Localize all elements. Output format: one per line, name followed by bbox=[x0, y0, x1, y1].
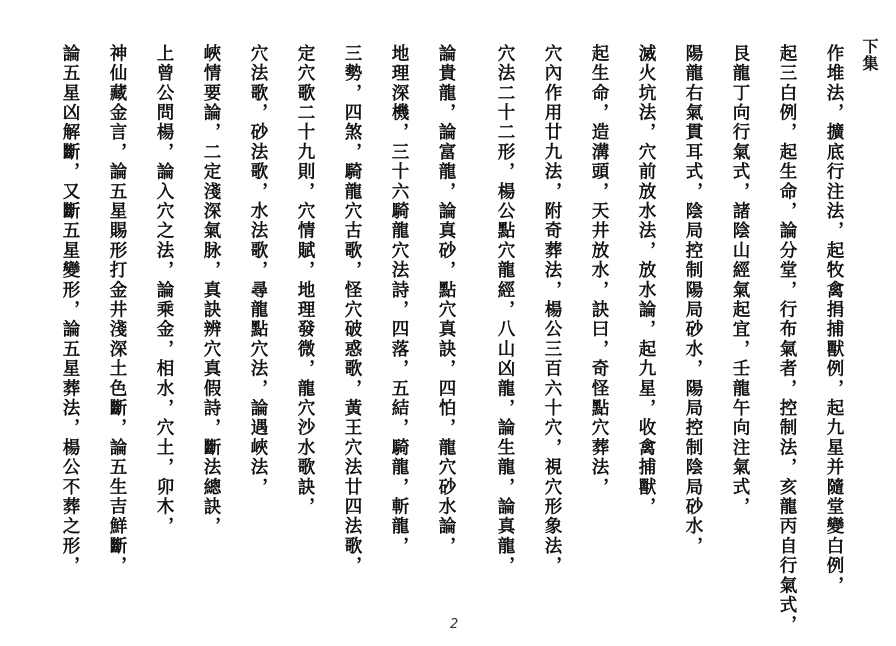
toc-column-16: 神仙藏金言，論五星賜形打金井淺深土色斷，論五生吉鮮斷， bbox=[107, 44, 127, 576]
toc-column-9: 論貴龍，論富龍，論真砂，點穴真訣，四怕，龍穴砂水論， bbox=[436, 44, 456, 557]
toc-column-14: 峽情要論，二定淺深氣脉，真訣辨穴真假詩，斷法總訣， bbox=[201, 44, 221, 537]
toc-column-4: 陽龍右氣貫耳式，陰局控制陽局砂水，陽局控制陰局砂水， bbox=[683, 44, 703, 557]
toc-column-11: 三勢，四煞，騎龍穴古歌，怪穴破惑歌，黃王穴法廿四法歌， bbox=[342, 44, 362, 576]
toc-column-7: 穴內作用廿九法，附奇葬法，楊公三百六十穴，視穴形象法， bbox=[542, 44, 562, 576]
toc-column-13: 穴法歌，砂法歌，水法歌，尋龍點穴法，論遇峽法， bbox=[248, 44, 268, 498]
toc-column-17: 論五星凶解斷，又斷五星變形，論五星葬法，楊公不葬之形， bbox=[60, 44, 80, 576]
toc-column-8: 穴法二十二形，楊公點穴龍經，八山凶龍，論生龍，論真龍， bbox=[495, 44, 515, 576]
toc-column-3: 艮龍丁向行氣式，諸陰山經氣起宜，壬龍午向注氣式， bbox=[730, 44, 750, 517]
toc-column-10: 地理深機，三十六騎龍穴法詩，四落，五結，騎龍，斬龍， bbox=[389, 44, 409, 557]
toc-column-15: 上曾公問楊，論入穴之法，論乘金，相水，穴土，卯木， bbox=[154, 44, 174, 537]
toc-column-2: 起三白例，起生命，論分堂，行布氣者，控制法，亥龍丙自行氣式， bbox=[777, 44, 797, 635]
toc-column-12: 定穴歌二十九則，穴情賦，地理發微，龍穴沙水歌訣， bbox=[295, 44, 315, 517]
page-number: 2 bbox=[450, 617, 459, 632]
toc-column-6: 起生命，造溝頭，天井放水，訣曰，奇怪點穴葬法， bbox=[589, 44, 609, 498]
toc-column-1: 作堆法，擴底行注法，起牧禽捐捕獸例，起九星并隨堂變白例， bbox=[824, 44, 844, 596]
volume-title: 下集 bbox=[860, 38, 879, 72]
toc-column-5: 滅火坑法，穴前放水法，放水論，起九星，收禽捕獸， bbox=[636, 44, 656, 517]
